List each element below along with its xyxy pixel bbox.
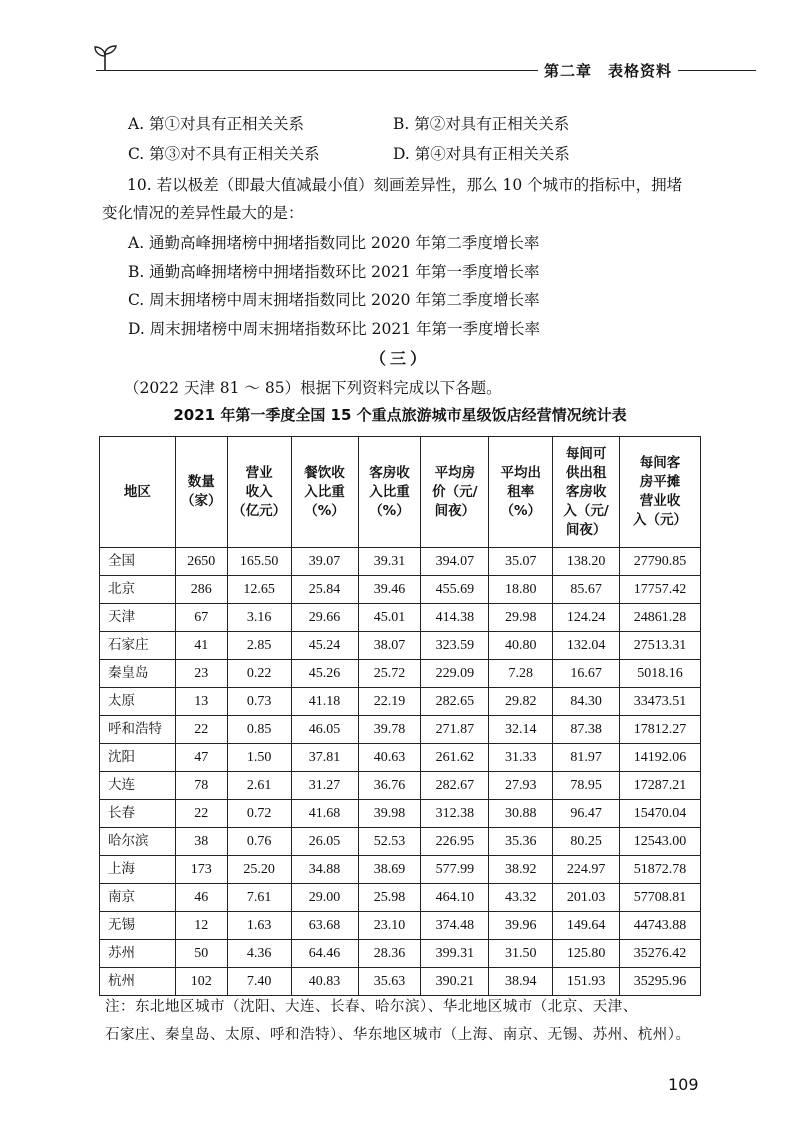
value-cell: 14192.06 — [620, 744, 701, 772]
table-row — [100, 912, 701, 940]
value-cell: 52.53 — [358, 828, 421, 856]
value-cell: 2.61 — [227, 772, 291, 800]
value-cell: 45.01 — [358, 604, 421, 632]
option-q10-a: A. 通勤高峰拥堵榜中拥堵指数同比 2020 年第二季度增长率 — [128, 234, 540, 252]
table-title: 2021 年第一季度全国 15 个重点旅游城市星级饭店经营情况统计表 — [173, 406, 627, 424]
value-cell: 31.50 — [489, 940, 553, 968]
region-cell: 全国 — [100, 548, 176, 576]
column-header-line: 间夜） — [434, 502, 476, 519]
value-cell: 63.68 — [291, 912, 358, 940]
region-cell: 苏州 — [100, 940, 176, 968]
value-cell: 45.24 — [291, 632, 358, 660]
value-cell: 35.63 — [358, 968, 421, 996]
region-cell: 无锡 — [100, 912, 176, 940]
column-header — [175, 437, 227, 548]
option-q9-d: D. 第④对具有正相关关系 — [393, 145, 570, 163]
option-q10-c: C. 周末拥堵榜中周末拥堵指数同比 2020 年第二季度增长率 — [128, 291, 540, 309]
value-cell: 2.85 — [227, 632, 291, 660]
region-cell: 哈尔滨 — [100, 828, 176, 856]
value-cell: 18.80 — [489, 576, 553, 604]
section-intro: （2022 天津 81 ～ 85）根据下列资料完成以下各题。 — [124, 379, 502, 397]
value-cell: 165.50 — [227, 548, 291, 576]
value-cell: 31.27 — [291, 772, 358, 800]
value-cell: 32.14 — [489, 716, 553, 744]
value-cell: 22 — [175, 800, 227, 828]
value-cell: 36.76 — [358, 772, 421, 800]
value-cell: 41.68 — [291, 800, 358, 828]
value-cell: 51872.78 — [620, 856, 701, 884]
option-q10-d: D. 周末拥堵榜中周末拥堵指数环比 2021 年第一季度增长率 — [128, 320, 541, 338]
table-header-row — [100, 437, 701, 548]
table-row — [100, 632, 701, 660]
value-cell: 96.47 — [553, 800, 620, 828]
value-cell: 38.94 — [489, 968, 553, 996]
value-cell: 0.22 — [227, 660, 291, 688]
value-cell: 41.18 — [291, 688, 358, 716]
value-cell: 25.84 — [291, 576, 358, 604]
option-q9-b: B. 第②对具有正相关关系 — [393, 115, 570, 133]
value-cell: 39.07 — [291, 548, 358, 576]
table-row — [100, 604, 701, 632]
value-cell: 7.61 — [227, 884, 291, 912]
note-line-2: 石家庄、秦皇岛、太原、呼和浩特）、华东地区城市（上海、南京、无锡、苏州、杭州）。 — [105, 1027, 691, 1043]
table-row — [100, 968, 701, 996]
region-cell: 呼和浩特 — [100, 716, 176, 744]
value-cell: 25.72 — [358, 660, 421, 688]
value-cell: 26.05 — [291, 828, 358, 856]
value-cell: 85.67 — [553, 576, 620, 604]
value-cell: 50 — [175, 940, 227, 968]
value-cell: 35295.96 — [620, 968, 701, 996]
option-q9-a: A. 第①对具有正相关关系 — [128, 115, 305, 133]
value-cell: 27.93 — [489, 772, 553, 800]
value-cell: 80.25 — [553, 828, 620, 856]
value-cell: 78 — [175, 772, 227, 800]
value-cell: 29.00 — [291, 884, 358, 912]
value-cell: 138.20 — [553, 548, 620, 576]
column-header — [358, 437, 421, 548]
region-cell: 秦皇岛 — [100, 660, 176, 688]
value-cell: 455.69 — [421, 576, 489, 604]
table-row — [100, 940, 701, 968]
value-cell: 23 — [175, 660, 227, 688]
value-cell: 40.80 — [489, 632, 553, 660]
value-cell: 201.03 — [553, 884, 620, 912]
region-cell: 北京 — [100, 576, 176, 604]
value-cell: 29.98 — [489, 604, 553, 632]
value-cell: 43.32 — [489, 884, 553, 912]
value-cell: 38.07 — [358, 632, 421, 660]
value-cell: 5018.16 — [620, 660, 701, 688]
value-cell: 12.65 — [227, 576, 291, 604]
note-line-1: 注：东北地区城市（沈阳、大连、长春、哈尔滨）、华北地区城市（北京、天津、 — [105, 999, 638, 1015]
region-cell: 石家庄 — [100, 632, 176, 660]
value-cell: 46 — [175, 884, 227, 912]
value-cell: 37.81 — [291, 744, 358, 772]
value-cell: 149.64 — [553, 912, 620, 940]
region-cell: 上海 — [100, 856, 176, 884]
value-cell: 577.99 — [421, 856, 489, 884]
value-cell: 374.48 — [421, 912, 489, 940]
column-header-line: 租率 — [507, 483, 535, 500]
value-cell: 45.26 — [291, 660, 358, 688]
value-cell: 39.78 — [358, 716, 421, 744]
table-row — [100, 688, 701, 716]
column-header-line: （家） — [180, 493, 222, 509]
value-cell: 0.76 — [227, 828, 291, 856]
column-header-line: （%） — [500, 502, 541, 519]
value-cell: 282.65 — [421, 688, 489, 716]
value-cell: 125.80 — [553, 940, 620, 968]
column-header-line: 客房收 — [369, 464, 410, 481]
value-cell: 30.88 — [489, 800, 553, 828]
table-row — [100, 744, 701, 772]
value-cell: 78.95 — [553, 772, 620, 800]
region-cell: 南京 — [100, 884, 176, 912]
table-row — [100, 828, 701, 856]
section-title: （三） — [369, 349, 430, 368]
value-cell: 4.36 — [227, 940, 291, 968]
value-cell: 27513.31 — [620, 632, 701, 660]
value-cell: 173 — [175, 856, 227, 884]
column-header — [553, 437, 620, 548]
column-header-line: 平均房 — [434, 464, 476, 481]
column-header-line: 入比重 — [369, 483, 410, 500]
value-cell: 34.88 — [291, 856, 358, 884]
value-cell: 226.95 — [421, 828, 489, 856]
value-cell: 35276.42 — [620, 940, 701, 968]
region-cell: 长春 — [100, 800, 176, 828]
value-cell: 24861.28 — [620, 604, 701, 632]
value-cell: 394.07 — [421, 548, 489, 576]
value-cell: 47 — [175, 744, 227, 772]
region-cell: 沈阳 — [100, 744, 176, 772]
value-cell: 151.93 — [553, 968, 620, 996]
value-cell: 102 — [175, 968, 227, 996]
value-cell: 67 — [175, 604, 227, 632]
value-cell: 286 — [175, 576, 227, 604]
value-cell: 7.40 — [227, 968, 291, 996]
column-header-line: 每间客 — [639, 455, 681, 471]
value-cell: 0.85 — [227, 716, 291, 744]
value-cell: 464.10 — [421, 884, 489, 912]
value-cell: 23.10 — [358, 912, 421, 940]
table-row — [100, 716, 701, 744]
value-cell: 39.96 — [489, 912, 553, 940]
question-10-stem: 10. 若以极差（即最大值减最小值）刻画差异性，那么 10 个城市的指标中，拥堵 — [127, 176, 683, 194]
value-cell: 46.05 — [291, 716, 358, 744]
option-q10-b: B. 通勤高峰拥堵榜中拥堵指数环比 2021 年第一季度增长率 — [128, 263, 540, 281]
value-cell: 64.46 — [291, 940, 358, 968]
value-cell: 31.33 — [489, 744, 553, 772]
value-cell: 15470.04 — [620, 800, 701, 828]
column-header-line: 营业 — [245, 464, 273, 481]
value-cell: 25.98 — [358, 884, 421, 912]
column-header-line: 收入 — [245, 483, 273, 500]
column-header-line: 房平摊 — [639, 474, 681, 490]
column-header-line: 营业收 — [639, 493, 681, 509]
statistics-table — [99, 436, 701, 996]
value-cell: 57708.81 — [620, 884, 701, 912]
value-cell: 312.38 — [421, 800, 489, 828]
table-row — [100, 660, 701, 688]
value-cell: 84.30 — [553, 688, 620, 716]
column-header-line: 平均出 — [500, 464, 541, 481]
value-cell: 81.97 — [553, 744, 620, 772]
value-cell: 12 — [175, 912, 227, 940]
value-cell: 25.20 — [227, 856, 291, 884]
value-cell: 39.31 — [358, 548, 421, 576]
value-cell: 33473.51 — [620, 688, 701, 716]
value-cell: 28.36 — [358, 940, 421, 968]
value-cell: 224.97 — [553, 856, 620, 884]
column-header — [489, 437, 553, 548]
value-cell: 390.21 — [421, 968, 489, 996]
value-cell: 29.66 — [291, 604, 358, 632]
value-cell: 29.82 — [489, 688, 553, 716]
value-cell: 17757.42 — [620, 576, 701, 604]
column-header-line: 价（元/ — [432, 483, 478, 500]
column-header — [421, 437, 489, 548]
value-cell: 12543.00 — [620, 828, 701, 856]
column-header-line: 数量 — [187, 474, 215, 490]
column-header-line: （%） — [304, 502, 345, 519]
value-cell: 271.87 — [421, 716, 489, 744]
region-cell: 杭州 — [100, 968, 176, 996]
column-header-line: 每间可 — [565, 445, 607, 462]
value-cell: 39.46 — [358, 576, 421, 604]
column-header — [100, 437, 176, 548]
value-cell: 0.72 — [227, 800, 291, 828]
table-row — [100, 856, 701, 884]
column-header-line: 入（元/ — [563, 502, 609, 519]
value-cell: 44743.88 — [620, 912, 701, 940]
value-cell: 38 — [175, 828, 227, 856]
value-cell: 39.98 — [358, 800, 421, 828]
value-cell: 17287.21 — [620, 772, 701, 800]
sprout-icon — [90, 42, 120, 72]
value-cell: 399.31 — [421, 940, 489, 968]
value-cell: 3.16 — [227, 604, 291, 632]
value-cell: 17812.27 — [620, 716, 701, 744]
value-cell: 7.28 — [489, 660, 553, 688]
value-cell: 35.36 — [489, 828, 553, 856]
column-header-line: 餐饮收 — [304, 464, 345, 481]
table-row — [100, 800, 701, 828]
value-cell: 132.04 — [553, 632, 620, 660]
column-header-line: 间夜） — [565, 521, 607, 538]
value-cell: 40.63 — [358, 744, 421, 772]
column-header-line: （%） — [369, 502, 410, 519]
value-cell: 41 — [175, 632, 227, 660]
table-row — [100, 884, 701, 912]
value-cell: 13 — [175, 688, 227, 716]
table-row — [100, 772, 701, 800]
column-header — [227, 437, 291, 548]
value-cell: 1.63 — [227, 912, 291, 940]
column-header-line: 入（元） — [633, 512, 688, 528]
column-header — [291, 437, 358, 548]
region-cell: 太原 — [100, 688, 176, 716]
value-cell: 87.38 — [553, 716, 620, 744]
value-cell: 2650 — [175, 548, 227, 576]
table-body — [100, 548, 701, 996]
column-header-line: 客房收 — [565, 483, 607, 500]
value-cell: 40.83 — [291, 968, 358, 996]
column-header-line: 供出租 — [565, 464, 607, 481]
option-q9-c: C. 第③对不具有正相关关系 — [128, 145, 320, 163]
value-cell: 38.92 — [489, 856, 553, 884]
question-10-stem-cont: 变化情况的差异性最大的是： — [102, 204, 304, 222]
table-row — [100, 548, 701, 576]
value-cell: 35.07 — [489, 548, 553, 576]
value-cell: 0.73 — [227, 688, 291, 716]
value-cell: 38.69 — [358, 856, 421, 884]
column-header — [620, 437, 701, 548]
value-cell: 282.67 — [421, 772, 489, 800]
column-header-line: 地区 — [123, 483, 151, 500]
chapter-title: 第二章 表格资料 — [538, 60, 678, 81]
value-cell: 261.62 — [421, 744, 489, 772]
value-cell: 16.67 — [553, 660, 620, 688]
value-cell: 1.50 — [227, 744, 291, 772]
column-header-line: 入比重 — [304, 483, 345, 500]
column-header-line: （亿元） — [232, 502, 287, 519]
value-cell: 124.24 — [553, 604, 620, 632]
value-cell: 229.09 — [421, 660, 489, 688]
table-row — [100, 576, 701, 604]
page-number: 109 — [668, 1075, 699, 1094]
region-cell: 大连 — [100, 772, 176, 800]
value-cell: 22 — [175, 716, 227, 744]
value-cell: 22.19 — [358, 688, 421, 716]
region-cell: 天津 — [100, 604, 176, 632]
value-cell: 414.38 — [421, 604, 489, 632]
value-cell: 27790.85 — [620, 548, 701, 576]
value-cell: 323.59 — [421, 632, 489, 660]
